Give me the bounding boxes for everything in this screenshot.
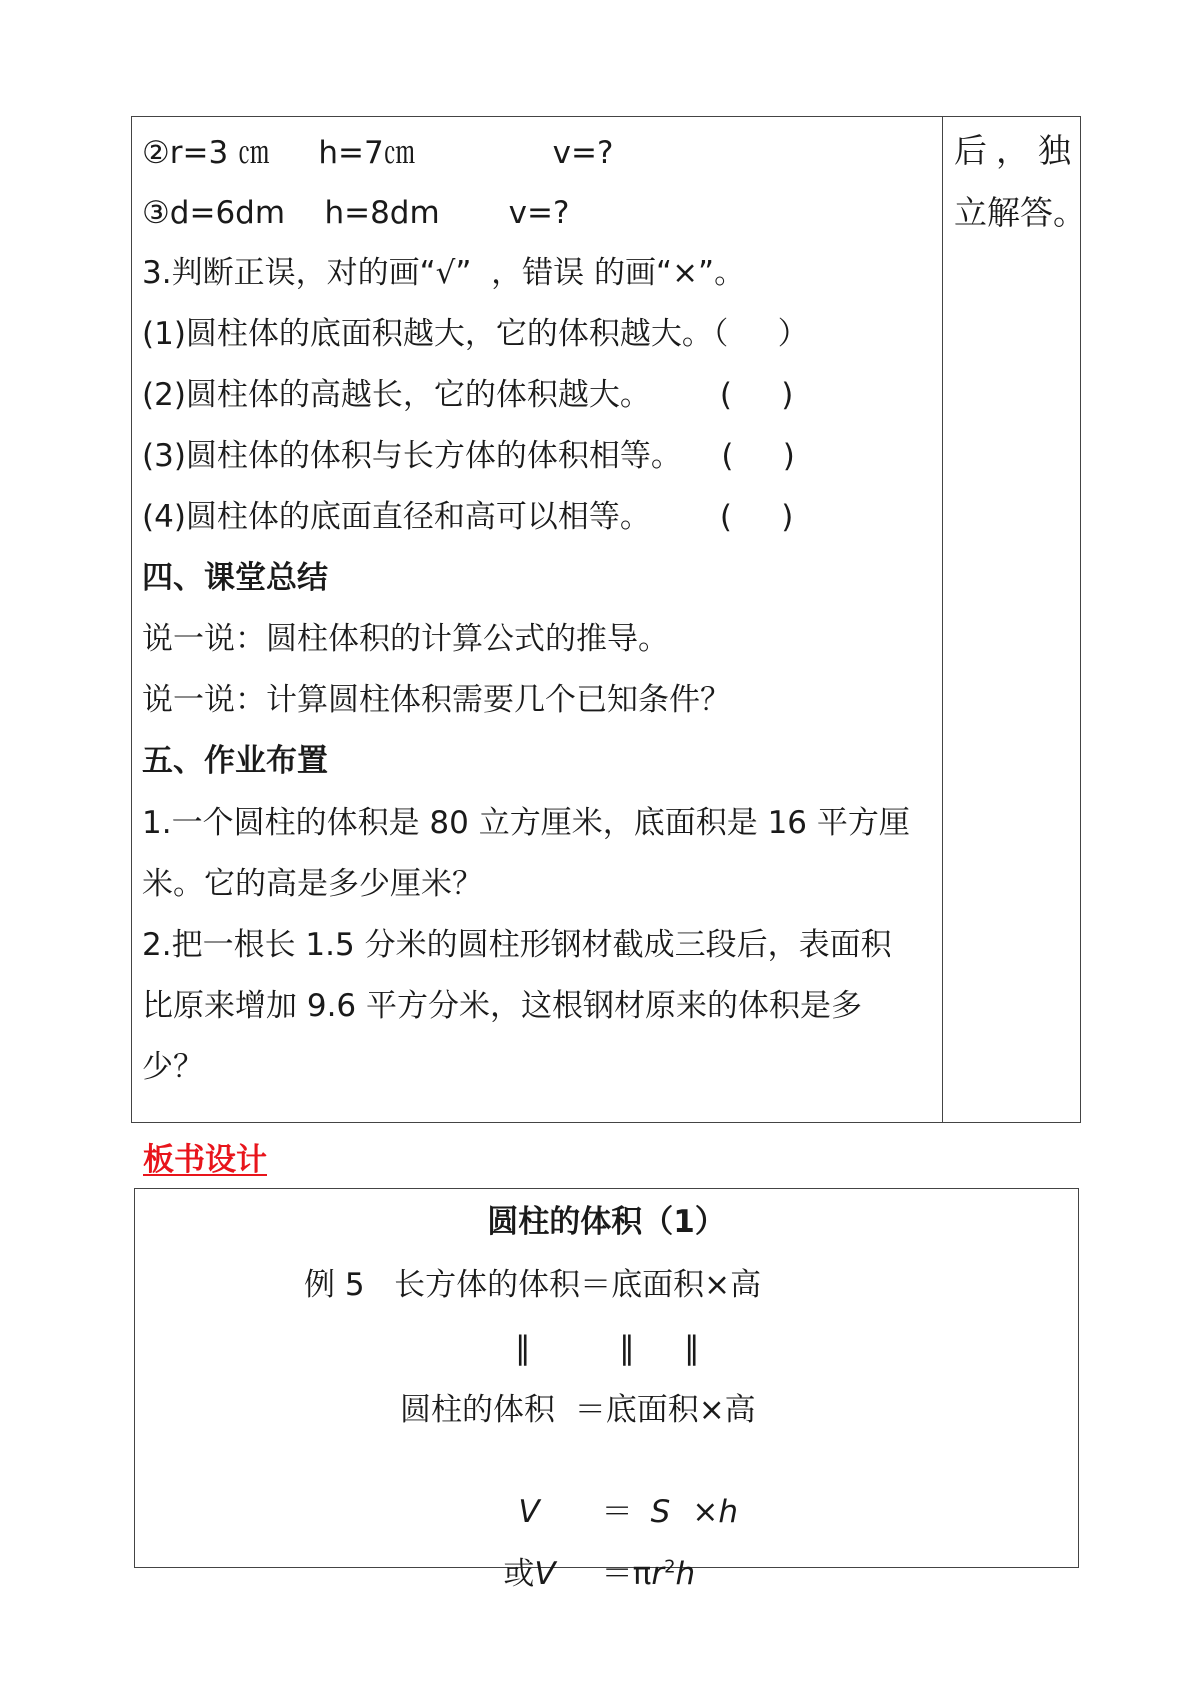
- board-design-heading: 板书设计: [143, 1142, 267, 1178]
- homework-2-line-2: 比原来增加 9.6 平方分米，这根钢材原来的体积是多: [142, 988, 863, 1024]
- true-false-instruction: 3.判断正误，对的画“√” ，错误 的画“×”。: [142, 255, 746, 291]
- formula-area-symbol: S: [650, 1494, 671, 1530]
- activity-line-1: [954, 131, 1071, 171]
- alt-formula-prefix: 或: [503, 1556, 535, 1592]
- board-cylinder-line: 圆柱的体积 ＝底面积×高: [400, 1392, 756, 1428]
- student-activity-cell: [943, 117, 1086, 1122]
- alt-formula-volume-symbol: V: [534, 1556, 556, 1592]
- alt-formula-radius-symbol: r: [651, 1556, 665, 1592]
- lesson-table: [131, 116, 1086, 1123]
- activity-char-3: 独: [1038, 131, 1071, 170]
- section-summary-heading: 四、课堂总结: [142, 560, 328, 596]
- exercise-line-2: ②r=3 ㎝ h=7㎝ v=?: [142, 135, 614, 171]
- summary-prompt-2: 说一说：计算圆柱体积需要几个已知条件？: [142, 682, 731, 718]
- board-equality-marks: ‖ ‖ ‖: [515, 1330, 700, 1366]
- alt-formula-equals-pi: ＝π: [601, 1556, 652, 1592]
- true-false-item-3: (3)圆柱体的体积与长方体的体积相等。 ( ): [142, 438, 795, 474]
- section-homework-heading: 五、作业布置: [142, 743, 328, 779]
- alt-formula-height-symbol: h: [675, 1556, 696, 1592]
- homework-1-line-1: 1.一个圆柱的体积是 80 立方厘米，底面积是 16 平方厘: [142, 805, 910, 841]
- true-false-item-4: (4)圆柱体的底面直径和高可以相等。 ( ): [142, 499, 794, 535]
- homework-2-line-3: 少？: [142, 1049, 204, 1085]
- formula-times: ×: [692, 1494, 719, 1530]
- board-design-box: [134, 1188, 1079, 1592]
- board-example-line: 例 5 长方体的体积＝底面积×高: [304, 1267, 762, 1303]
- formula-volume-symbol: V: [518, 1494, 540, 1530]
- homework-1-line-2: 米。它的高是多少厘米？: [142, 866, 483, 902]
- alt-formula-exponent: 2: [664, 1556, 676, 1578]
- formula-equals: ＝: [601, 1494, 633, 1530]
- activity-char-2: ，: [996, 131, 1029, 170]
- homework-2-line-1: 2.把一根长 1.5 分米的圆柱形钢材截成三段后，表面积: [142, 927, 892, 963]
- activity-char-1: 后: [954, 131, 987, 170]
- formula-height-symbol: h: [718, 1494, 738, 1530]
- activity-line-2: 立解答。: [954, 193, 1086, 232]
- summary-prompt-1: 说一说：圆柱体积的计算公式的推导。: [142, 621, 669, 657]
- exercise-line-3: ③d=6dm h=8dm v=?: [142, 195, 570, 231]
- board-title: 圆柱的体积（1）: [487, 1204, 726, 1240]
- true-false-item-1: (1)圆柱体的底面积越大，它的体积越大。（ ）: [142, 316, 809, 352]
- board-alt-formula: [464, 1514, 695, 1634]
- lesson-content-cell: [132, 117, 943, 1122]
- true-false-item-2: (2)圆柱体的高越长，它的体积越大。 ( ): [142, 377, 794, 413]
